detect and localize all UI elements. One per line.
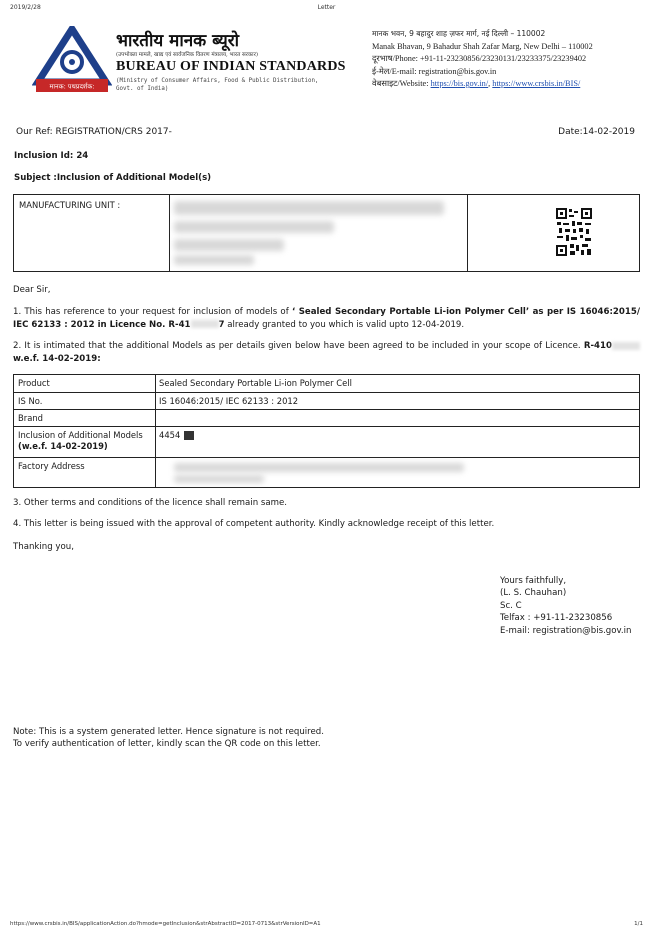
signatory-name: (L. S. Chauhan) xyxy=(500,588,567,599)
row-label-bold: (w.e.f. 14-02-2019) xyxy=(18,440,108,451)
redacted-mark xyxy=(184,431,194,440)
para1-text: 1. This has reference to your request for inclusion of models of xyxy=(13,307,292,317)
page-number: 1/1 xyxy=(634,921,643,927)
paragraph-2 xyxy=(13,340,640,365)
print-date: 2019/2/28 xyxy=(10,4,41,11)
table-row xyxy=(14,426,639,457)
para2-wef: w.e.f. 14-02-2019: xyxy=(13,353,101,364)
row-value: Sealed Secondary Portable Li-ion Polymer Cell xyxy=(159,378,352,388)
column-divider xyxy=(155,458,156,487)
para1-tail: already granted to you which is valid upto 12-04-2019. xyxy=(224,319,465,330)
logo-text: मानक: पथप्रदर्शक: xyxy=(49,82,95,91)
signature-block xyxy=(500,575,632,637)
model-details-table xyxy=(13,374,640,488)
email: ई-मेल/E-mail: registration@bis.gov.in xyxy=(372,66,497,76)
website-link-bis[interactable]: https://bis.gov.in/ xyxy=(430,79,489,88)
paragraph-4: 4. This letter is being issued with the approval of competent authority. Kindly acknowledge receipt of this letter. xyxy=(13,519,495,529)
row-label-text: Inclusion of Additional Models xyxy=(18,430,143,440)
letter-date: Date:14-02-2019 xyxy=(558,127,635,137)
paragraph-3: 3. Other terms and conditions of the licence shall remain same. xyxy=(13,498,288,508)
salutation: Dear Sir, xyxy=(13,285,51,295)
row-label: Brand xyxy=(18,413,43,423)
column-divider xyxy=(155,410,156,426)
redacted-number xyxy=(612,342,640,350)
our-ref: Our Ref: REGISTRATION/CRS 2017- xyxy=(16,127,172,137)
para2-text: 2. It is intimated that the additional Models as per details given below have been agreed to be included in your scope of Licence. xyxy=(13,341,584,351)
row-label: Product xyxy=(18,378,50,388)
manufacturing-unit-label: MANUFACTURING UNIT : xyxy=(19,200,121,210)
address-english: Manak Bhavan, 9 Bahadur Shah Zafar Marg, New Delhi – 110002 xyxy=(372,41,593,51)
redacted-factory-address xyxy=(174,475,264,483)
website-line xyxy=(372,78,593,91)
english-org-name: BUREAU OF INDIAN STANDARDS xyxy=(116,59,346,74)
print-header xyxy=(10,4,643,14)
print-footer xyxy=(10,921,643,927)
redacted-factory-address xyxy=(174,463,464,472)
table-row xyxy=(14,375,639,392)
note-block xyxy=(13,726,324,751)
qr-code-icon[interactable] xyxy=(555,207,593,257)
table-row xyxy=(14,409,639,426)
signatory-designation: Sc. C xyxy=(500,600,522,611)
redacted-address xyxy=(174,255,254,265)
address-hindi: मानक भवन, 9 बहादुर शाह ज़फर मार्ग, नई दिल्ली – 110002 xyxy=(372,29,546,38)
row-value: IS 16046:2015/ IEC 62133 : 2012 xyxy=(159,396,299,406)
yours-faithfully: Yours faithfully, xyxy=(500,576,567,586)
redacted-address xyxy=(174,239,284,251)
signatory-email: E-mail: registration@bis.gov.in xyxy=(500,625,632,636)
redacted-number xyxy=(191,320,219,328)
redacted-address xyxy=(174,201,444,215)
english-ministry: (Ministry of Consumer Affairs, Food & Public Distribution, Govt. of India) xyxy=(116,78,319,92)
hindi-ministry: (उपभोक्ता मामले, खाद्य एवं सार्वजनिक वितरण मंत्रालय, भारत सरकार) xyxy=(116,52,258,58)
website-separator: , xyxy=(488,79,491,88)
bis-logo-icon xyxy=(32,26,112,98)
contact-block xyxy=(372,28,593,91)
column-divider xyxy=(155,375,156,392)
print-url: https://www.crsbis.in/BIS/applicationAction.do?hmode=getInclusion&strAbstractID=2017-0713&strVersionID=A1 xyxy=(10,921,321,927)
paragraph-1 xyxy=(13,306,640,331)
column-divider xyxy=(155,393,156,409)
model-number: 4454 xyxy=(159,430,181,440)
table-divider xyxy=(169,195,170,271)
subject: Subject :Inclusion of Additional Model(s) xyxy=(14,173,212,183)
para1-bold-end: 7 xyxy=(218,319,225,330)
redacted-address xyxy=(174,221,334,233)
table-row xyxy=(14,392,639,409)
thanking: Thanking you, xyxy=(13,542,74,552)
inclusion-id: Inclusion Id: 24 xyxy=(14,151,89,161)
manufacturing-unit-table xyxy=(13,194,640,272)
row-label: Factory Address xyxy=(18,461,85,471)
row-label: IS No. xyxy=(18,396,43,406)
hindi-org-name: भारतीय मानक ब्यूरो xyxy=(116,31,240,51)
column-divider xyxy=(155,427,156,457)
table-row xyxy=(14,457,639,487)
website-link-crs[interactable]: https://www.crsbis.in/BIS/ xyxy=(492,79,581,88)
print-title: Letter xyxy=(317,4,336,11)
note-line-1: Note: This is a system generated letter. Hence signature is not required. xyxy=(13,727,324,737)
phone: दूरभाष/Phone: +91-11-23230856/23230131/23233375/23239402 xyxy=(372,54,587,63)
letterhead xyxy=(26,22,636,98)
row-value xyxy=(159,430,194,441)
signatory-telfax: Telfax : +91-11-23230856 xyxy=(500,613,613,624)
para2-licence: R-410 xyxy=(583,341,612,351)
row-label xyxy=(18,430,156,451)
website-label: वेबसाइट/Website: xyxy=(372,79,429,88)
table-divider xyxy=(467,195,468,271)
para1-bold: ‘ Sealed Secondary Portable Li-ion Polymer Cell’ as per IS 16046:2015/ IEC 62133 : 2012 in Licence No. R-41 xyxy=(13,307,640,330)
note-line-2: To verify authentication of letter, kindly scan the QR code on this letter. xyxy=(13,739,321,750)
